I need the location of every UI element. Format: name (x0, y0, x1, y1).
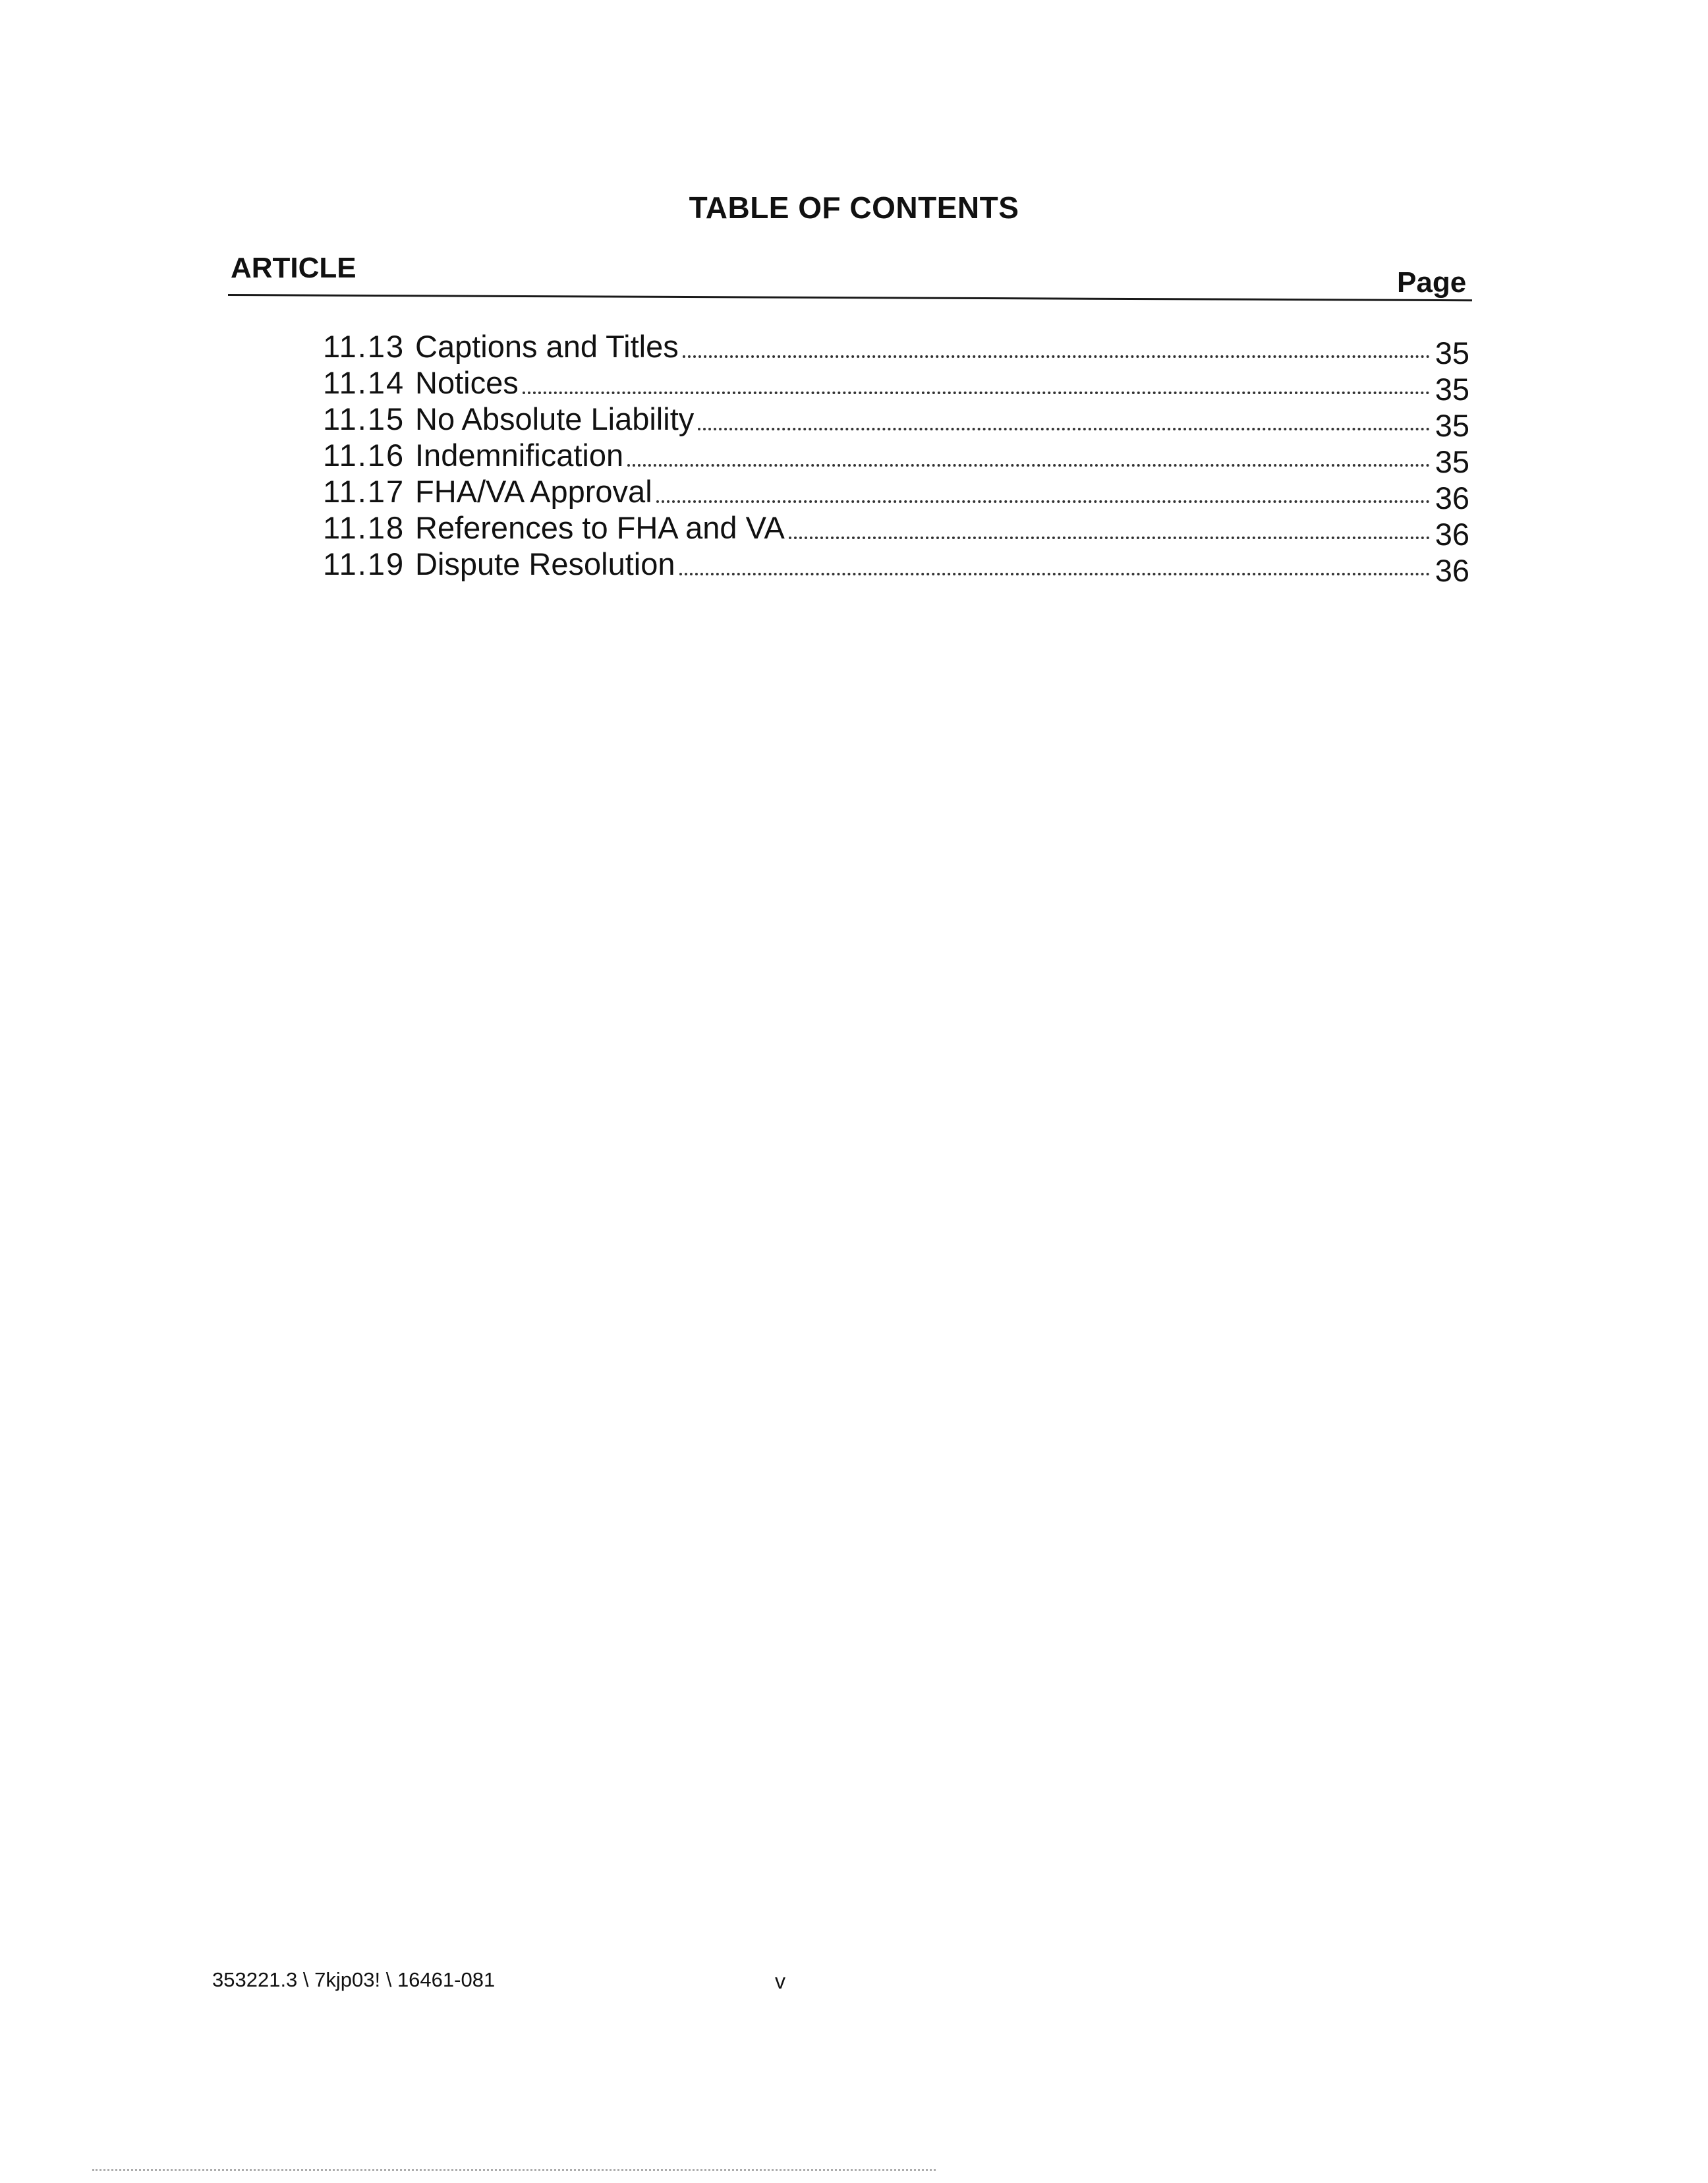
toc-entry-title: FHA/VA Approval (415, 474, 652, 509)
toc-entry (323, 401, 1469, 443)
toc-entry-number: 11.19 (323, 546, 405, 581)
toc-entry-page: 35 (1435, 408, 1469, 443)
dot-leader (789, 537, 1430, 539)
header-rule (228, 294, 1472, 301)
article-column-heading: ARTICLE (231, 252, 356, 284)
toc-entry-title: Notices (415, 365, 519, 400)
footer-page-number: v (775, 1969, 785, 1993)
toc-entry (323, 473, 1469, 515)
toc-entry-page: 36 (1435, 480, 1469, 515)
toc-entry-number: 11.13 (323, 329, 405, 364)
page-column-heading: Page (1397, 266, 1467, 299)
dot-leader (627, 464, 1430, 467)
toc-entry-page: 36 (1435, 553, 1469, 588)
toc-entry-number: 11.16 (323, 438, 405, 473)
toc-entry-title: No Absolute Liability (415, 401, 695, 436)
dot-leader (523, 392, 1430, 394)
toc-entry-title: References to FHA and VA (415, 510, 785, 545)
toc-entry-title: Dispute Resolution (415, 546, 675, 581)
toc-list (323, 328, 1469, 588)
toc-entry-title: Captions and Titles (415, 329, 679, 364)
toc-entry (323, 509, 1469, 552)
dot-leader (679, 573, 1431, 575)
toc-entry-page: 35 (1435, 335, 1469, 370)
toc-entry-page: 35 (1435, 372, 1469, 407)
toc-entry-title: Indemnification (415, 438, 624, 473)
dot-leader (656, 500, 1430, 503)
toc-entry-number: 11.14 (323, 365, 405, 400)
toc-entry (323, 546, 1469, 588)
toc-entry (323, 437, 1469, 479)
page-title: TABLE OF CONTENTS (689, 190, 1019, 225)
toc-entry-number: 11.15 (323, 401, 405, 436)
toc-entry-page: 36 (1435, 517, 1469, 552)
dot-leader (698, 428, 1430, 430)
dot-leader (683, 355, 1430, 358)
toc-entry (323, 364, 1469, 407)
toc-entry-page: 35 (1435, 444, 1469, 479)
toc-entry-number: 11.17 (323, 474, 405, 509)
footer-document-id: 353221.3 \ 7kjp03! \ 16461-081 (212, 1968, 496, 1991)
toc-entry-number: 11.18 (323, 510, 405, 545)
toc-entry (323, 328, 1469, 370)
scan-artifact-line (92, 2167, 936, 2171)
